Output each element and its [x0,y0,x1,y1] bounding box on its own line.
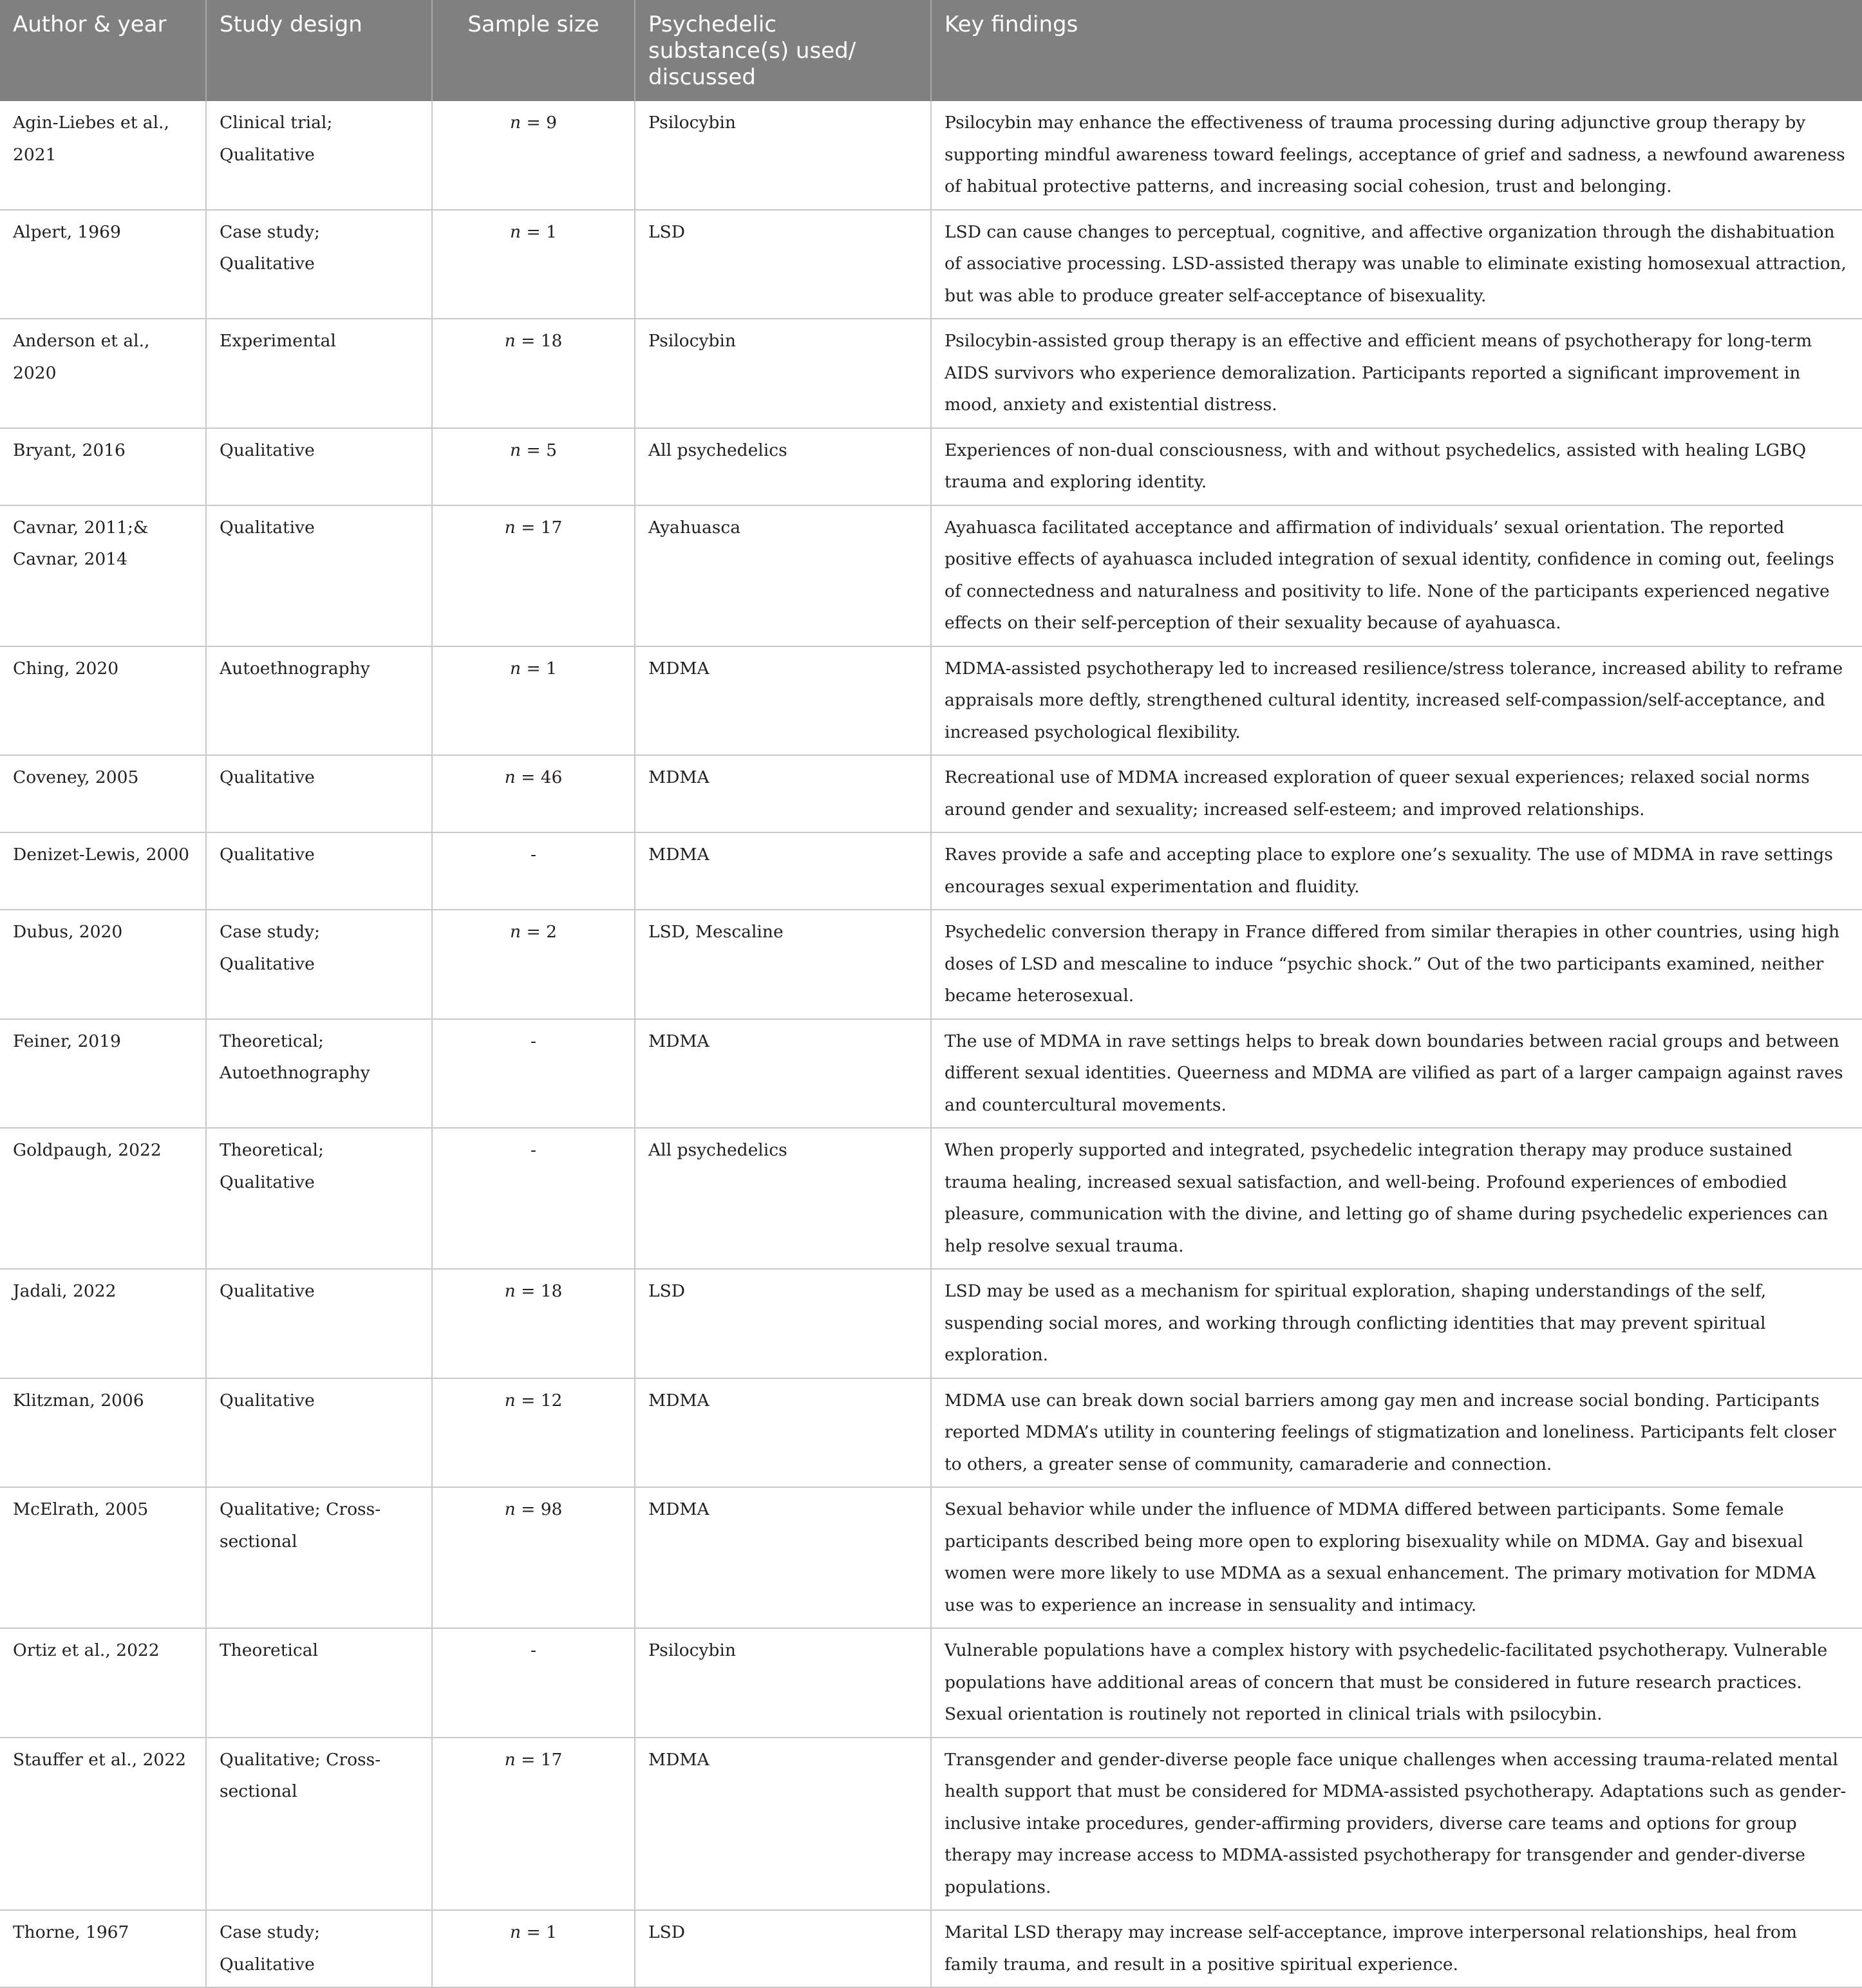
table-row [0,832,1862,910]
cell-author-year: Ching, 2020 [0,646,206,756]
sample-n-label: n [504,1749,516,1770]
cell-key-findings: Recreational use of MDMA increased exploration of queer sexual experiences; relaxed social norms around gender and sexuality; increased self-esteem; and improved relationships. [931,755,1862,832]
cell-study-design: Theoretical; Autoethnography [206,1019,432,1129]
table-row [0,1019,1862,1129]
cell-sample-size [432,910,635,1019]
cell-substance: LSD [635,1269,931,1378]
cell-substance: LSD [635,210,931,319]
cell-substance: MDMA [635,755,931,832]
sample-n-label: n [510,221,522,242]
cell-key-findings: Experiences of non-dual consciousness, with and without psychedelics, assisted with healing LGBQ trauma and exploring identity. [931,428,1862,505]
cell-author-year: Goldpaugh, 2022 [0,1128,206,1269]
sample-value: = 17 [515,517,563,538]
sample-value: = 18 [515,1281,563,1301]
header-author-year: Author & year [0,0,206,101]
cell-author-year: Denizet-Lewis, 2000 [0,832,206,910]
sample-value: = 46 [515,767,563,787]
cell-author-year: McElrath, 2005 [0,1487,206,1628]
sample-value: - [531,1140,536,1160]
table-row [0,1128,1862,1269]
cell-study-design: Qualitative [206,1378,432,1488]
cell-substance: MDMA [635,646,931,756]
table-row [0,1910,1862,1987]
cell-sample-size [432,1738,635,1911]
cell-study-design: Qualitative [206,505,432,646]
cell-sample-size [432,1378,635,1488]
cell-author-year: Coveney, 2005 [0,755,206,832]
cell-author-year: Alpert, 1969 [0,210,206,319]
sample-n-label: n [510,658,522,679]
cell-study-design: Case study; Qualitative [206,210,432,319]
table-body [0,101,1862,1987]
cell-key-findings: Transgender and gender-diverse people face unique challenges when accessing trauma-related mental health support that must be considered for MDMA-assisted psychotherapy. Adaptations such as gender-inclusive intake procedures, gender-affirming providers, diverse care teams and options for group therapy may increase access to MDMA-assisted psychotherapy for transgender and gender-diverse populations. [931,1738,1862,1911]
cell-key-findings: Ayahuasca facilitated acceptance and affirmation of individuals’ sexual orientation. The reported positive effects of ayahuasca included integration of sexual identity, confidence in coming out, feelings of connectedness and naturalness and positivity to life. None of the participants experienced negative effects on their self-perception of their sexuality because of ayahuasca. [931,505,1862,646]
cell-sample-size [432,1628,635,1738]
cell-sample-size [432,1019,635,1129]
cell-sample-size [432,428,635,505]
cell-author-year: Stauffer et al., 2022 [0,1738,206,1911]
cell-author-year: Cavnar, 2011;& Cavnar, 2014 [0,505,206,646]
sample-value: = 5 [521,440,557,460]
cell-key-findings: LSD can cause changes to perceptual, cognitive, and affective organization through the dishabituation of associative processing. LSD-assisted therapy was unable to eliminate existing homosexual attraction, but was able to produce greater self-acceptance of bisexuality. [931,210,1862,319]
header-row [0,0,1862,101]
cell-study-design: Qualitative; Cross-sectional [206,1487,432,1628]
table-row [0,505,1862,646]
cell-key-findings: The use of MDMA in rave settings helps to break down boundaries between racial groups and between different sexual identities. Queerness and MDMA are vilified as part of a larger campaign against raves and countercultural movements. [931,1019,1862,1129]
cell-key-findings: MDMA use can break down social barriers among gay men and increase social bonding. Participants reported MDMA’s utility in countering feelings of stigmatization and loneliness. Participants felt closer to others, a greater sense of community, camaraderie and connection. [931,1378,1862,1488]
cell-sample-size [432,832,635,910]
sample-n-label: n [504,331,516,351]
cell-study-design: Theoretical; Qualitative [206,1128,432,1269]
cell-key-findings: Psilocybin may enhance the effectiveness of trauma processing during adjunctive group therapy by supporting mindful awareness toward feelings, acceptance of grief and sadness, a newfound awareness of habitual protective patterns, and increasing social cohesion, trust and belonging. [931,101,1862,210]
cell-substance: MDMA [635,1738,931,1911]
table-row [0,210,1862,319]
cell-substance: LSD [635,1910,931,1987]
cell-author-year: Feiner, 2019 [0,1019,206,1129]
cell-substance: Ayahuasca [635,505,931,646]
table-row [0,319,1862,428]
sample-value: = 1 [521,221,557,242]
cell-key-findings: Psychedelic conversion therapy in France differed from similar therapies in other countries, using high doses of LSD and mescaline to induce “psychic shock.” Out of the two participants examined, neither became heterosexual. [931,910,1862,1019]
cell-substance: All psychedelics [635,428,931,505]
cell-sample-size [432,646,635,756]
cell-study-design: Qualitative; Cross-sectional [206,1738,432,1911]
sample-n-label: n [504,517,516,538]
cell-key-findings: Sexual behavior while under the influence of MDMA differed between participants. Some female participants described being more open to exploring bisexuality while on MDMA. Gay and bisexual women were more likely to use MDMA as a sexual enhancement. The primary motivation for MDMA use was to experience an increase in sensuality and intimacy. [931,1487,1862,1628]
table-row [0,1487,1862,1628]
cell-sample-size [432,505,635,646]
cell-sample-size [432,1269,635,1378]
cell-sample-size [432,1128,635,1269]
cell-key-findings: LSD may be used as a mechanism for spiritual exploration, shaping understandings of the self, suspending social mores, and working through conflicting identities that may prevent spiritual exploration. [931,1269,1862,1378]
sample-value: - [531,845,536,865]
cell-substance: MDMA [635,1487,931,1628]
cell-key-findings: When properly supported and integrated, psychedelic integration therapy may produce sustained trauma healing, increased sexual satisfaction, and well-being. Profound experiences of embodied pleasure, communication with the divine, and letting go of shame during psychedelic experiences can help resolve sexual trauma. [931,1128,1862,1269]
sample-value: = 1 [521,658,557,679]
table-row [0,1378,1862,1488]
sample-value: = 2 [521,922,557,942]
sample-value: = 98 [515,1499,563,1519]
table-row [0,910,1862,1019]
cell-sample-size [432,1910,635,1987]
cell-author-year: Jadali, 2022 [0,1269,206,1378]
sample-value: = 9 [521,113,557,133]
cell-author-year: Dubus, 2020 [0,910,206,1019]
table-row [0,755,1862,832]
cell-study-design: Clinical trial; Qualitative [206,101,432,210]
cell-study-design: Theoretical [206,1628,432,1738]
sample-n-label: n [504,1499,516,1519]
table-header [0,0,1862,101]
cell-key-findings: Raves provide a safe and accepting place to explore one’s sexuality. The use of MDMA in rave settings encourages sexual experimentation and fluidity. [931,832,1862,910]
cell-key-findings: Psilocybin-assisted group therapy is an effective and efficient means of psychotherapy for long-term AIDS survivors who experience demoralization. Participants reported a significant improvement in mood, anxiety and existential distress. [931,319,1862,428]
sample-value: = 12 [515,1390,563,1411]
table-row [0,1269,1862,1378]
sample-n-label: n [510,922,522,942]
sample-n-label: n [504,1390,516,1411]
cell-substance: All psychedelics [635,1128,931,1269]
cell-substance: LSD, Mescaline [635,910,931,1019]
header-key-findings: Key findings [931,0,1862,101]
sample-value: = 17 [515,1749,563,1770]
header-sample-size: Sample size [432,0,635,101]
cell-author-year: Thorne, 1967 [0,1910,206,1987]
cell-author-year: Agin-Liebes et al., 2021 [0,101,206,210]
sample-n-label: n [510,1922,522,1942]
cell-author-year: Klitzman, 2006 [0,1378,206,1488]
cell-study-design: Case study; Qualitative [206,910,432,1019]
sample-value: - [531,1640,536,1660]
cell-sample-size [432,319,635,428]
table-row [0,101,1862,210]
sample-n-label: n [504,1281,516,1301]
cell-key-findings: MDMA-assisted psychotherapy led to increased resilience/stress tolerance, increased ability to reframe appraisals more deftly, strengthened cultural identity, increased self-compassion/self-acceptance, and increased psychological flexibility. [931,646,1862,756]
cell-study-design: Qualitative [206,1269,432,1378]
cell-substance: Psilocybin [635,101,931,210]
table-row [0,1628,1862,1738]
header-study-design: Study design [206,0,432,101]
sample-n-label: n [510,440,522,460]
sample-value: = 1 [521,1922,557,1942]
cell-sample-size [432,1487,635,1628]
table-row [0,1738,1862,1911]
sample-n-label: n [504,767,516,787]
cell-substance: MDMA [635,1378,931,1488]
header-substance: Psychedelic substance(s) used/ discussed [635,0,931,101]
cell-study-design: Case study; Qualitative [206,1910,432,1987]
cell-study-design: Qualitative [206,832,432,910]
cell-sample-size [432,101,635,210]
table-row [0,428,1862,505]
cell-author-year: Bryant, 2016 [0,428,206,505]
cell-sample-size [432,210,635,319]
cell-key-findings: Vulnerable populations have a complex history with psychedelic-facilitated psychotherapy. Vulnerable populations have additional areas of concern that must be considered in future research practices. Sexual orientation is routinely not reported in clinical trials with psilocybin. [931,1628,1862,1738]
cell-study-design: Experimental [206,319,432,428]
cell-key-findings: Marital LSD therapy may increase self-acceptance, improve interpersonal relationships, heal from family trauma, and result in a positive spiritual experience. [931,1910,1862,1987]
cell-substance: MDMA [635,832,931,910]
cell-study-design: Autoethnography [206,646,432,756]
cell-substance: Psilocybin [635,319,931,428]
cell-study-design: Qualitative [206,428,432,505]
table-row [0,646,1862,756]
cell-substance: MDMA [635,1019,931,1129]
cell-sample-size [432,755,635,832]
sample-n-label: n [510,113,522,133]
cell-author-year: Ortiz et al., 2022 [0,1628,206,1738]
sample-value: = 18 [515,331,563,351]
cell-substance: Psilocybin [635,1628,931,1738]
sample-value: - [531,1031,536,1051]
cell-study-design: Qualitative [206,755,432,832]
cell-author-year: Anderson et al., 2020 [0,319,206,428]
